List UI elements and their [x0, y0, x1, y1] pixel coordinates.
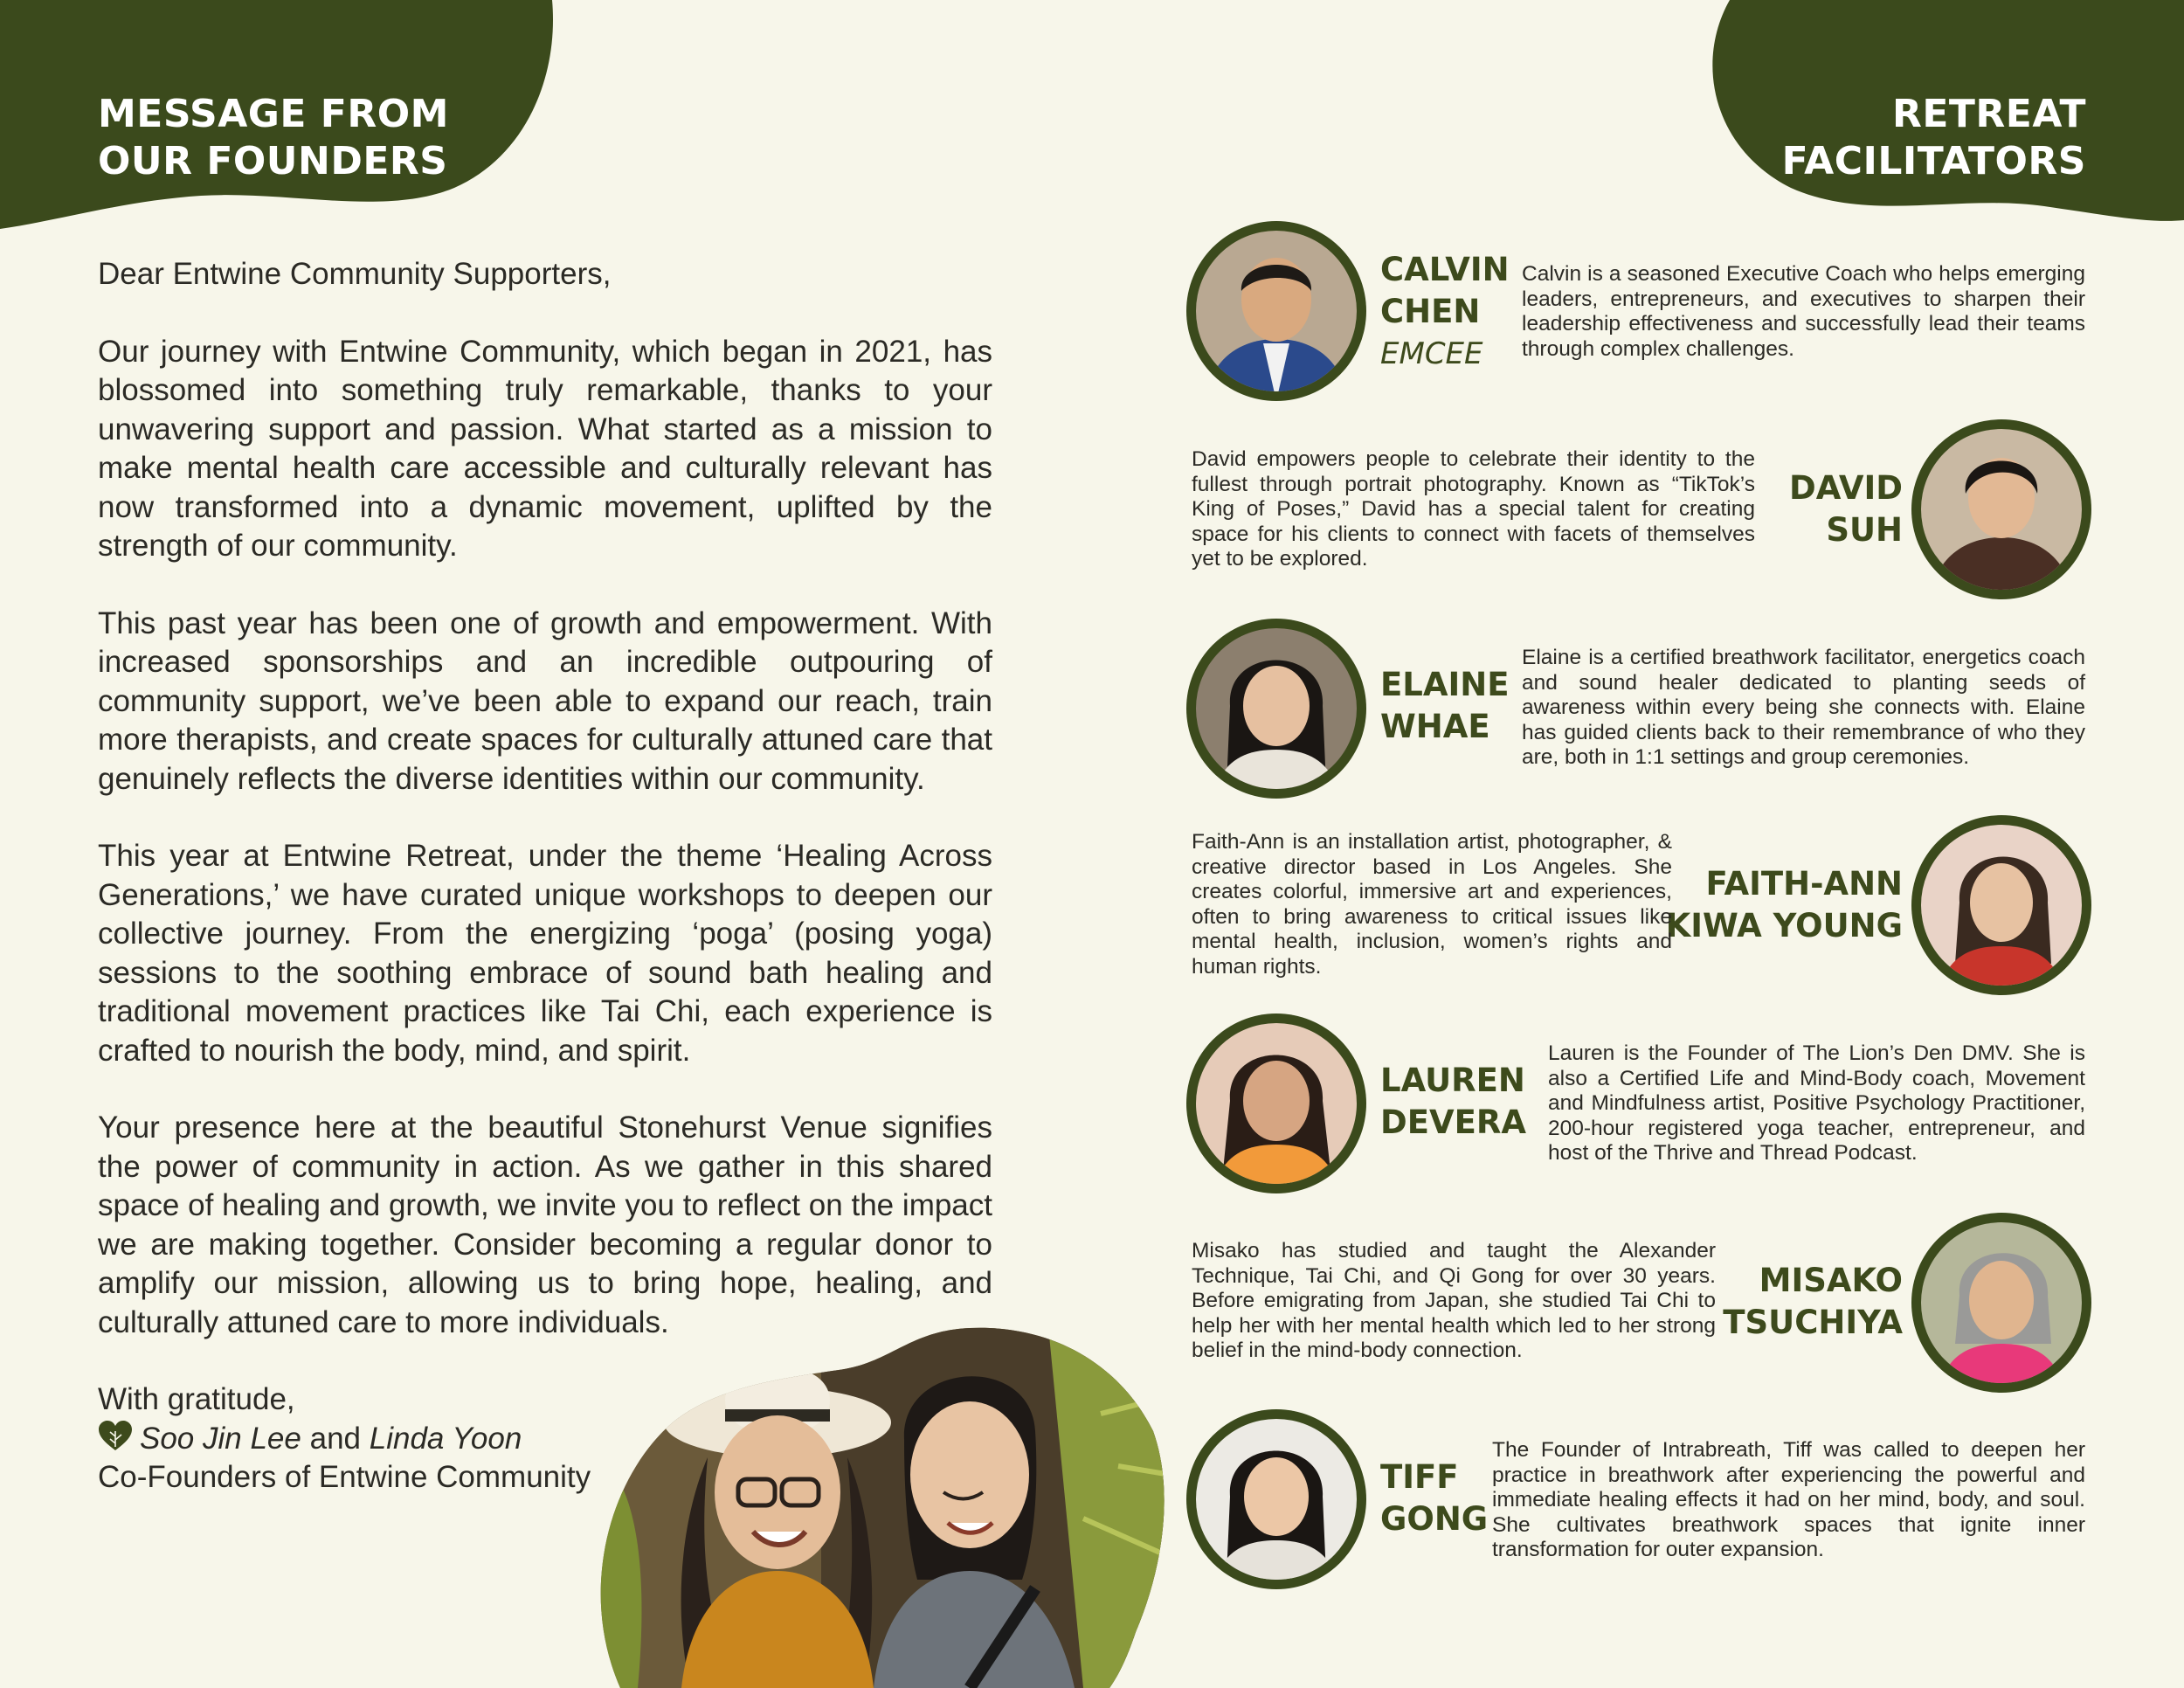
avatar-misako-tsuchiya	[1911, 1213, 2091, 1393]
name-first: DAVID	[1789, 469, 1903, 507]
facilitator-bio: The Founder of Intrabreath, Tiff was called to deepen her practice in breathwork after experiencing the powerful and immediate healing effects it had on her mind, body, and soul. She cultivates breathwork spaces that ignite inner transformation for outer expansion.	[1492, 1438, 2085, 1561]
name-last: GONG	[1380, 1500, 1489, 1538]
facilitator-name	[1380, 249, 1510, 375]
name-last: DEVERA	[1380, 1103, 1527, 1141]
name-last: KIWA YOUNG	[1665, 907, 1903, 944]
name-last: CHEN	[1380, 293, 1481, 330]
facilitator-name	[1380, 1456, 1488, 1540]
facilitator-name	[1380, 1060, 1526, 1144]
heading-line: MESSAGE FROM	[98, 92, 449, 136]
facilitator-bio: Elaine is a certified breathwork facilitator, energetics coach and sound healer dedicated to planting seeds of awareness within every being she connects with. Elaine has guided clients back to their remembrance of who they are, both in 1:1 settings and group ceremonies.	[1522, 646, 2085, 769]
founders-letter	[98, 255, 992, 1498]
facilitator-bio: Calvin is a seasoned Executive Coach who helps emerging leaders, entrepreneurs, and executives to sharpen their leadership effectiveness and successfully lead their teams through complex challenges.	[1522, 262, 2085, 361]
avatar-tiff-gong	[1186, 1409, 1366, 1589]
heading-line: FACILITATORS	[1781, 139, 2086, 183]
signer-name: Linda Yoon	[369, 1421, 522, 1456]
facilitator-role: EMCEE	[1380, 336, 1483, 371]
avatar-calvin-chen	[1186, 221, 1366, 401]
letter-greeting: Dear Entwine Community Supporters,	[98, 257, 612, 291]
name-first: MISAKO	[1759, 1262, 1903, 1299]
facilitator-bio: David empowers people to celebrate their identity to the fullest through portrait photography. Known as “TikTok’s King of Poses,” David has a special talent for creating space for his clients to connect with facets of themselves yet to be explored.	[1192, 447, 1755, 571]
letter-paragraph: Your presence here at the beautiful Stonehurst Venue signifies the power of community in action. As we gather in this shared space of healing and growth, we invite you to reflect on the impact we are making together. Consider becoming a regular donor to amplify our mission, allowing us to bring hope, healing, and culturally attuned care to more individuals.	[98, 1110, 992, 1339]
heart-icon	[98, 1421, 133, 1452]
name-first: LAUREN	[1380, 1062, 1525, 1099]
avatar-elaine-whae	[1186, 619, 1366, 799]
name-last: TSUCHIYA	[1723, 1304, 1903, 1341]
name-last: SUH	[1826, 511, 1903, 549]
facilitator-name	[1380, 664, 1510, 748]
name-first: ELAINE	[1380, 666, 1510, 703]
letter-paragraph: Our journey with Entwine Community, which began in 2021, has blossomed into something truly remarkable, thanks to your unwavering support and passion. What started as a mission to make mental health care accessible and culturally relevant has now transformed into a dynamic movement, uplifted by the strength of our community.	[98, 334, 992, 563]
heading-line: OUR FOUNDERS	[98, 139, 448, 183]
heading-line: RETREAT	[1891, 92, 2086, 136]
signer-conjunction: and	[309, 1421, 362, 1456]
facilitator-bio: Lauren is the Founder of The Lion’s Den DMV. She is also a Certified Life and Mind-Body coach, Movement and Mindfulness artist, Positive Psychology Practitioner, 200-hour registered yoga teacher, entrepreneur, and host of the Thrive and Thread Podcast.	[1548, 1041, 2085, 1165]
avatar-faith-ann-kiwa-young	[1911, 815, 2091, 995]
letter-closing: With gratitude,	[98, 1382, 295, 1416]
facilitators-heading	[1719, 91, 2086, 185]
avatar-lauren-devera	[1186, 1013, 1366, 1193]
avatar-david-suh	[1911, 419, 2091, 599]
letter-paragraph: This past year has been one of growth and empowerment. With increased sponsorships and an incredible outpouring of community support, we’ve been able to expand our reach, train more therapists, and create spaces for culturally attuned care that genuinely reflects the diverse identities within our community.	[98, 605, 992, 796]
facilitator-bio: Faith-Ann is an installation artist, photographer, & creative director based in Los Angeles. She creates colorful, immersive art and experiences, often to bring awareness to critical issues like mental health, inclusion, women’s rights and human rights.	[1192, 830, 1672, 979]
signer-name: Soo Jin Lee	[140, 1421, 301, 1456]
signer-title: Co-Founders of Entwine Community	[98, 1460, 591, 1494]
letter-paragraph: This year at Entwine Retreat, under the theme ‘Healing Across Generations,’ we have curated unique workshops to deepen our collective journey. From the energizing ‘poga’ (posing yoga) sessions to the soothing embrace of sound bath healing and traditional movement practices like Tai Chi, each experience is crafted to nourish the body, mind, and spirit.	[98, 839, 992, 1068]
facilitator-bio: Misako has studied and taught the Alexander Technique, Tai Chi, and Qi Gong for over 30 years. Before emigrating from Japan, she studied Tai Chi to help her with her mental health which led to her strong belief in the mind-body connection.	[1192, 1239, 1716, 1362]
name-first: FAITH-ANN	[1705, 865, 1903, 903]
founders-message-heading	[98, 91, 465, 185]
name-last: WHAE	[1380, 708, 1490, 745]
founders-photo	[559, 1326, 1171, 1688]
name-first: CALVIN	[1380, 251, 1510, 288]
name-first: TIFF	[1380, 1458, 1459, 1496]
